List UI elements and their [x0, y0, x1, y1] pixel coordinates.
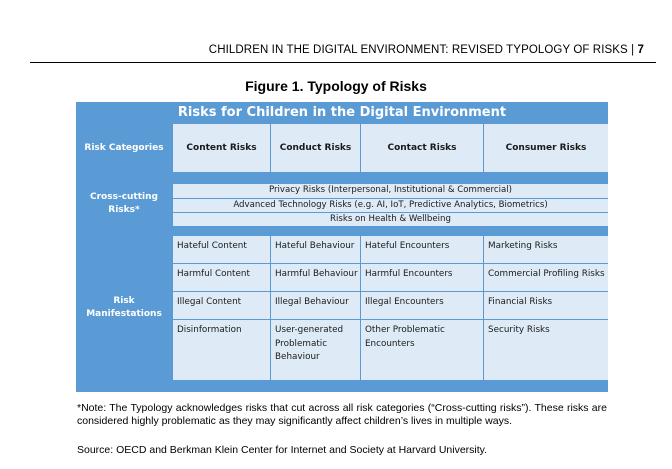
manifestation-cell: Hateful Behaviour — [271, 236, 360, 263]
manifestation-cell: Security Risks — [484, 320, 608, 380]
category-consumer: Consumer Risks — [484, 124, 608, 172]
row-label-manifestations: Risk Manifestations — [86, 296, 162, 319]
manifestation-cell: User-generated Problematic Behaviour — [271, 320, 360, 380]
page-header: CHILDREN IN THE DIGITAL ENVIRONMENT: REVISED TYPOLOGY OF RISKS | 7 — [30, 40, 656, 63]
risk-typology-table — [76, 102, 608, 392]
cross-cutting-health: Risks on Health & Wellbeing — [173, 213, 608, 226]
category-content: Content Risks — [173, 124, 270, 172]
cross-cutting-privacy: Privacy Risks (Interpersonal, Institutional & Commercial) — [173, 184, 608, 198]
manifestation-cell: Illegal Encounters — [361, 292, 483, 319]
manifestation-cell: Other Problematic Encounters — [361, 320, 483, 380]
manifestation-cell: Illegal Behaviour — [271, 292, 360, 319]
manifestation-cell: Disinformation — [173, 320, 270, 380]
manifestation-cell: Marketing Risks — [484, 236, 608, 263]
row-label-cross-cutting: Cross-cutting Risks* — [90, 192, 158, 215]
table-note: *Note: The Typology acknowledges risks that cut across all risk categories (“Cross-cutting risks”). These risks are considered highly problematic as they may significantly affect children’s lives in multiple ways. — [77, 402, 607, 427]
row-label-categories: Risk Categories — [84, 142, 164, 153]
manifestation-cell: Harmful Content — [173, 264, 270, 291]
manifestation-cell: Commercial Profiling Risks — [484, 264, 608, 291]
figure-title: Figure 1. Typology of Risks — [245, 78, 427, 94]
manifestation-cell: Illegal Content — [173, 292, 270, 319]
manifestation-cell: Harmful Encounters — [361, 264, 483, 291]
manifestation-cell: Hateful Encounters — [361, 236, 483, 263]
category-conduct: Conduct Risks — [271, 124, 360, 172]
table-source: Source: OECD and Berkman Klein Center for Internet and Society at Harvard University. — [77, 444, 488, 456]
manifestation-cell: Harmful Behaviour — [271, 264, 360, 291]
page-number: 7 — [637, 44, 644, 56]
manifestation-cell: Hateful Content — [173, 236, 270, 263]
manifestation-cell: Financial Risks — [484, 292, 608, 319]
cross-cutting-advanced-tech: Advanced Technology Risks (e.g. AI, IoT, Predictive Analytics, Biometrics) — [173, 199, 608, 212]
category-contact: Contact Risks — [361, 124, 483, 172]
header-title: CHILDREN IN THE DIGITAL ENVIRONMENT: REVISED TYPOLOGY OF RISKS — [208, 44, 628, 56]
table-banner: Risks for Children in the Digital Environment — [177, 105, 507, 120]
